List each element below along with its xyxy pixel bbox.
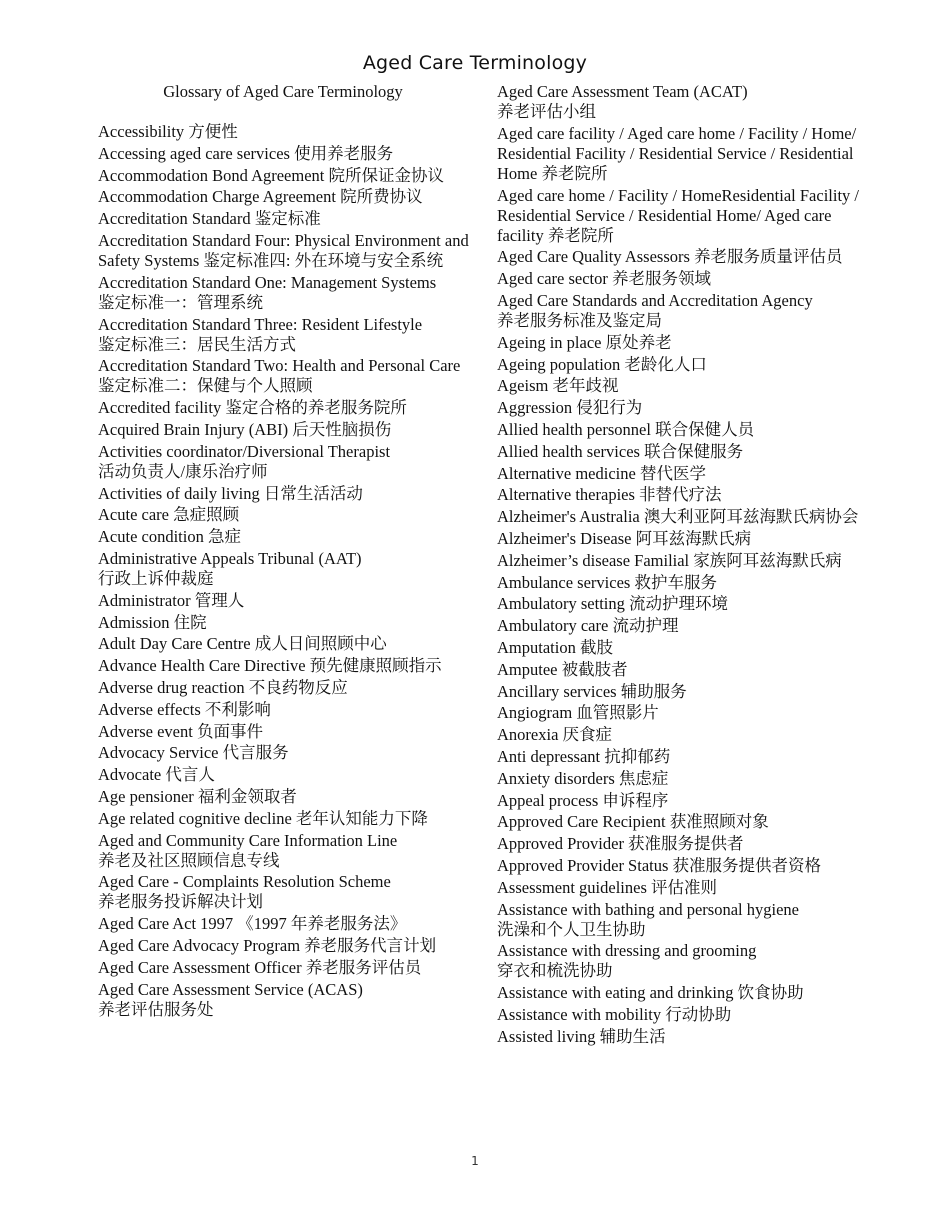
glossary-subtitle: Glossary of Aged Care Terminology [163,82,403,101]
glossary-entry: Accreditation Standard Four: Physical Environment and Safety Systems 鉴定标准四: 外在环境与安全系统 [98,230,469,270]
glossary-entry: Aged Care Assessment Officer 养老服务评估员 [98,957,422,977]
glossary-entry: Alternative therapies 非替代疗法 [497,485,722,505]
glossary-column-right [497,82,867,1048]
glossary-entry: Advocacy Service 代言服务 [98,743,289,763]
glossary-entry: Administrative Appeals Tribunal (AAT) 行政上诉仲裁庭 [98,548,362,588]
glossary-entry: Advance Health Care Directive 预先健康照顾指示 [98,656,442,676]
glossary-entry: Allied health personnel 联合保健人员 [497,419,755,439]
glossary-entry: Admission 住院 [98,612,207,632]
glossary-entry: Adverse event 负面事件 [98,721,263,741]
glossary-entry: Adverse effects 不利影响 [98,699,271,719]
glossary-entry: Accreditation Standard Two: Health and Personal Care 鉴定标准二：保健与个人照顾 [98,356,461,396]
glossary-entry: Alzheimer's Australia 澳大利亚阿耳兹海默氏病协会 [497,507,859,527]
glossary-entry: Aged Care - Complaints Resolution Scheme 养老服务投诉解决计划 [98,872,391,912]
glossary-entry: Aged care facility / Aged care home / Facility / Home/ Residential Facility / Residential Service / Residential Home 养老院所 [497,123,857,183]
glossary-entry: Allied health services 联合保健服务 [497,441,744,461]
glossary-entry: Aged Care Assessment Service (ACAS) 养老评估服务处 [98,979,363,1019]
glossary-entry: Accessing aged care services 使用养老服务 [98,143,394,163]
glossary-entry: Ageism 老年歧视 [497,376,619,396]
glossary-entry: Aged and Community Care Information Line 养老及社区照顾信息专线 [98,830,398,870]
glossary-entry: Accredited facility 鉴定合格的养老服务院所 [98,398,407,418]
glossary-entry: Assistance with eating and drinking 饮食协助 [497,983,804,1003]
glossary-entry: Aged care sector 养老服务领域 [497,269,711,289]
glossary-entry: Ageing in place 原处养老 [497,332,672,352]
glossary-column-left [98,122,470,1021]
glossary-entry: Aged Care Assessment Team (ACAT) 养老评估小组 [497,82,748,121]
glossary-entry: Adverse drug reaction 不良药物反应 [98,677,348,697]
glossary-entry: Accreditation Standard 鉴定标准 [98,209,321,229]
glossary-entry: Approved Provider 获准服务提供者 [497,834,744,854]
glossary-entry: Accreditation Standard Three: Resident Lifestyle 鉴定标准三：居民生活方式 [98,314,423,354]
glossary-entry: Activities of daily living 日常生活活动 [98,483,363,503]
glossary-entry: Appeal process 申诉程序 [497,790,669,810]
glossary-entry: Alzheimer's Disease 阿耳兹海默氏病 [497,528,752,548]
glossary-entry: Age pensioner 福利金领取者 [98,786,297,806]
glossary-entry: Approved Care Recipient 获准照顾对象 [497,812,769,832]
glossary-entry: Assistance with mobility 行动协助 [497,1004,732,1024]
glossary-entry: Anorexia 厌食症 [497,725,613,745]
glossary-entry: Ageing population 老龄化人口 [497,354,707,374]
glossary-entry: Assisted living 辅助生活 [497,1026,666,1046]
glossary-entry: Accommodation Bond Agreement 院所保证金协议 [98,165,444,185]
glossary-entry: Aged Care Standards and Accreditation Agency 养老服务标准及鉴定局 [497,290,813,330]
page-title: Aged Care Terminology [362,52,588,74]
glossary-entry: Ambulance services 救护车服务 [497,572,717,592]
glossary-entry: Angiogram 血管照影片 [497,703,659,723]
page-number: 1 [471,1154,479,1168]
glossary-entry: Acute care 急症照顾 [98,505,240,525]
glossary-entry: Acute condition 急症 [98,527,241,547]
glossary-entry: Ambulatory setting 流动护理环境 [497,594,728,614]
glossary-entry: Ambulatory care 流动护理 [497,616,679,636]
glossary-entry: Aged care home / Facility / HomeResidential Facility / Residential Service / Residential Home/ Aged care facility 养老院所 [497,185,859,245]
glossary-entry: Accessibility 方便性 [98,122,238,141]
glossary-entry: Ancillary services 辅助服务 [497,681,687,701]
glossary-entry: Accreditation Standard One: Management Systems 鉴定标准一：管理系统 [98,272,437,312]
glossary-entry: Anxiety disorders 焦虑症 [497,768,669,788]
glossary-entry: Approved Provider Status 获准服务提供者资格 [497,855,822,875]
glossary-entry: Aged Care Quality Assessors 养老服务质量评估员 [497,247,843,267]
glossary-entry: Alternative medicine 替代医学 [497,463,706,483]
glossary-entry: Aged Care Act 1997 《1997 年养老服务法》 [98,914,407,934]
glossary-entry: Alzheimer’s disease Familial 家族阿耳兹海默氏病 [497,550,842,570]
glossary-entry: Acquired Brain Injury (ABI) 后天性脑损伤 [98,419,392,439]
glossary-entry: Assistance with dressing and grooming 穿衣和梳洗协助 [497,941,757,981]
glossary-entry: Anti depressant 抗抑郁药 [497,746,671,766]
glossary-entry: Assistance with bathing and personal hygiene 洗澡和个人卫生协助 [497,899,799,939]
glossary-entry: Activities coordinator/Diversional Therapist 活动负责人/康乐治疗师 [98,441,391,481]
glossary-entry: Aggression 侵犯行为 [497,398,643,418]
glossary-entry: Amputation 截肢 [497,637,613,657]
glossary-entry: Aged Care Advocacy Program 养老服务代言计划 [98,935,437,955]
glossary-entry: Amputee 被截肢者 [497,659,628,679]
glossary-entry: Advocate 代言人 [98,765,215,785]
glossary-entry: Assessment guidelines 评估准则 [497,877,717,897]
glossary-entry: Adult Day Care Centre 成人日间照顾中心 [98,634,387,654]
glossary-entry: Age related cognitive decline 老年认知能力下降 [98,808,428,828]
glossary-entry: Administrator 管理人 [98,590,245,610]
glossary-entry: Accommodation Charge Agreement 院所费协议 [98,187,423,207]
